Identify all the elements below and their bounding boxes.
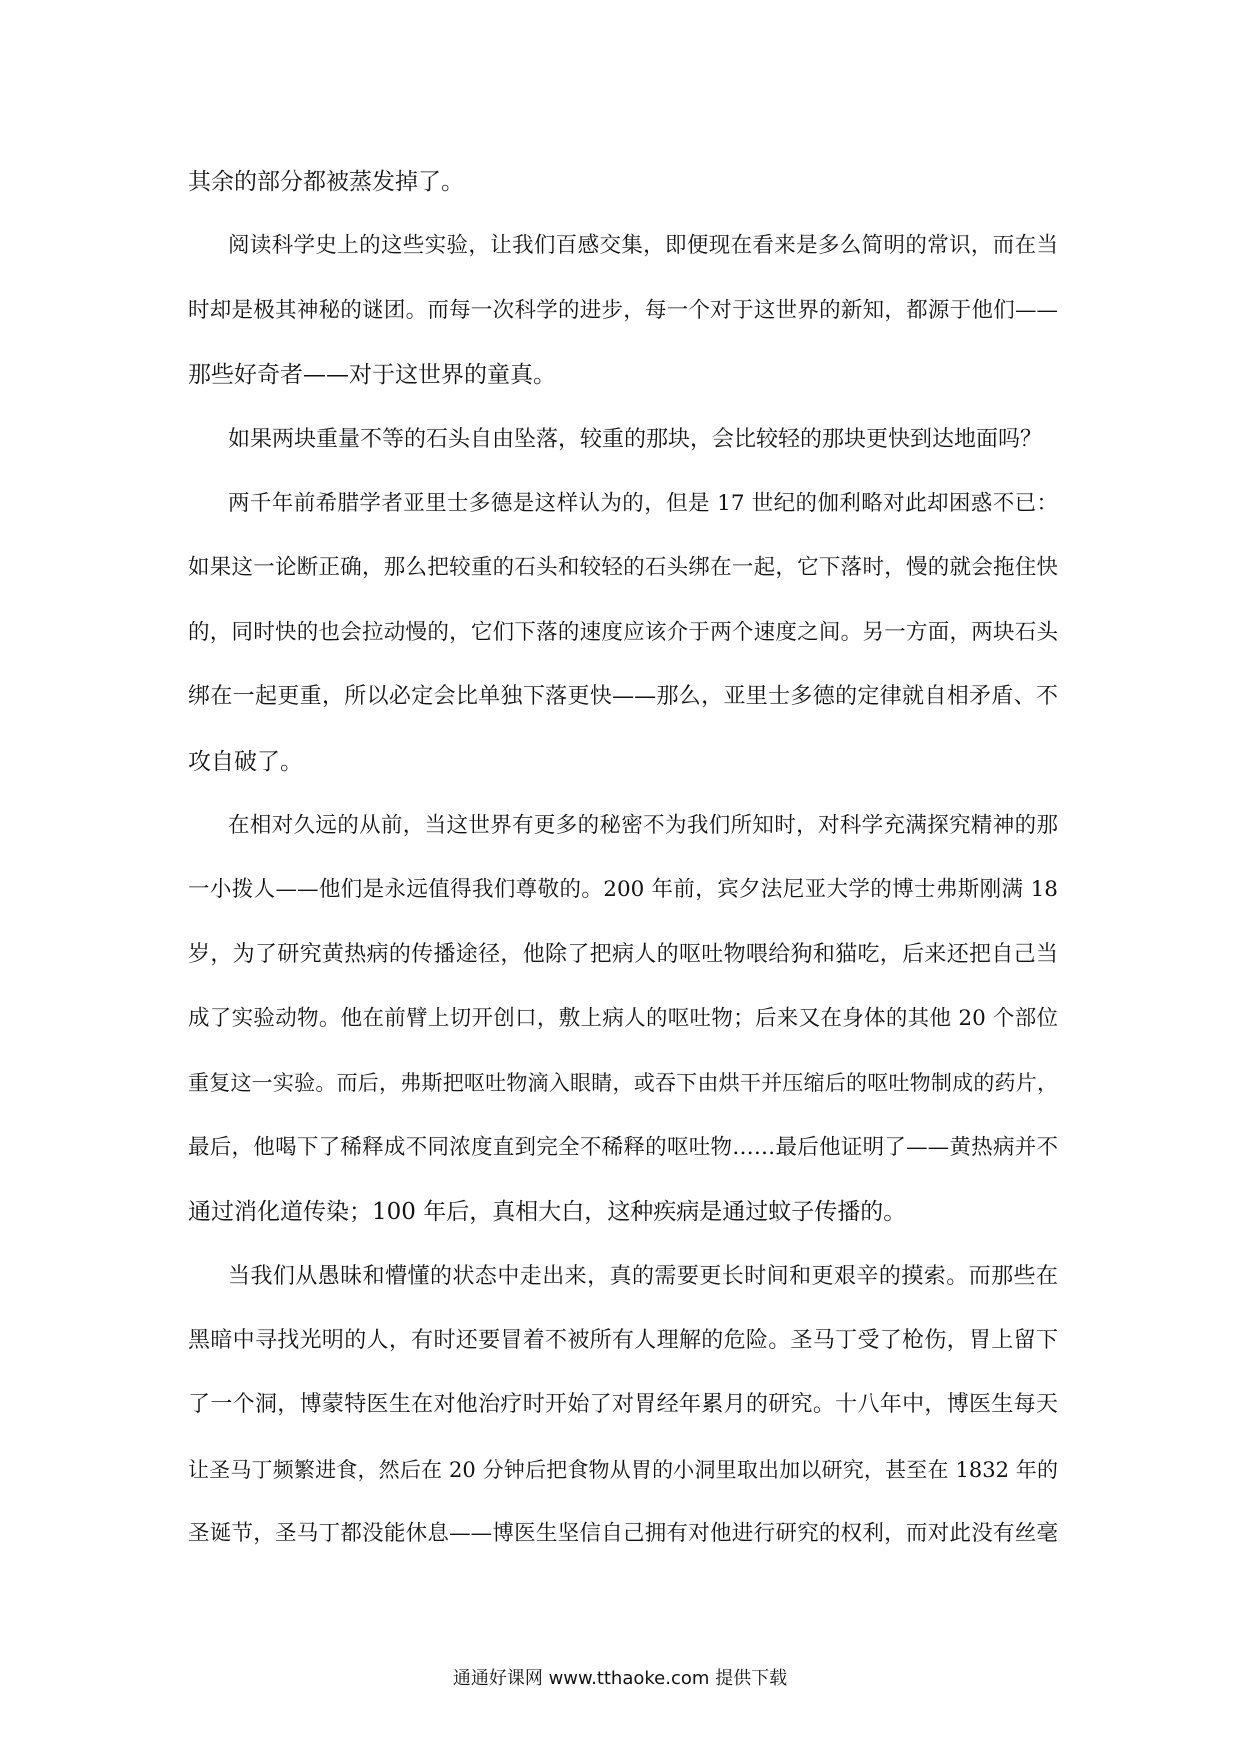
document-body [188, 162, 1058, 1579]
text-line: 阅读科学史上的这些实验，让我们百感交集，即便现在看来是多么简明的常识，而在当 [228, 233, 1058, 259]
text-line: 当我们从愚昧和懵懂的状态中走出来，真的需要更长时间和更艰辛的摸索。而那些在 [228, 1263, 1058, 1289]
text-line: 其余的部分都被蒸发掉了。 [188, 169, 464, 195]
text-line: 最后，他喝下了稀释成不同浓度直到完全不稀释的呕吐物……最后他证明了——黄热病并不 [188, 1134, 1058, 1160]
text-line: 重复这一实验。而后，弗斯把呕吐物滴入眼睛，或吞下由烘干并压缩后的呕吐物制成的药片， [188, 1071, 1058, 1096]
text-line: 了一个洞，博蒙特医生在对他治疗时开始了对胃经年累月的研究。十八年中，博医生每天 [188, 1392, 1058, 1418]
text-line: 通过消化道传染；100 年后，真相大白，这种疾病是通过蚊子传播的。 [188, 1199, 907, 1226]
text-line: 如果这一论断正确，那么把较重的石头和较轻的石头绑在一起，它下落时，慢的就会拖住快 [188, 555, 1058, 581]
text-line: 成了实验动物。他在前臂上切开创口，敷上病人的呕吐物；后来又在身体的其他 20 个部位 [188, 1006, 1058, 1032]
text-line: 如果两块重量不等的石头自由坠落，较重的那块，会比较轻的那块更快到达地面吗？ [228, 426, 1043, 452]
text-line: 绑在一起更重，所以必定会比单独下落更快——那么，亚里士多德的定律就自相矛盾、不 [188, 684, 1058, 710]
text-line: 黑暗中寻找光明的人，有时还要冒着不被所有人理解的危险。圣马丁受了枪伤，胃上留下 [188, 1328, 1058, 1354]
text-line: 攻自破了。 [188, 748, 303, 775]
text-line: 时却是极其神秘的谜团。而每一次科学的进步，每一个对于这世界的新知，都源于他们—— [188, 297, 1058, 323]
text-line: 圣诞节，圣马丁都没能休息——博医生坚信自己拥有对他进行研究的权利，而对此没有丝毫 [188, 1521, 1058, 1547]
text-line: 让圣马丁频繁进食，然后在 20 分钟后把食物从胃的小洞里取出加以研究，甚至在 1832 年的 [188, 1457, 1058, 1482]
text-line: 那些好奇者——对于这世界的童真。 [188, 362, 556, 389]
text-line: 一小拨人——他们是永远值得我们尊敬的。200 年前，宾夕法尼亚大学的博士弗斯刚满 18 [188, 877, 1058, 903]
text-line: 在相对久远的从前，当这世界有更多的秘密不为我们所知时，对科学充满探究精神的那 [228, 812, 1058, 838]
text-line: 岁，为了研究黄热病的传播途径，他除了把病人的呕吐物喂给狗和猫吃，后来还把自己当 [188, 941, 1058, 967]
text-line: 两千年前希腊学者亚里士多德是这样认为的，但是 17 世纪的伽利略对此却困惑不已： [228, 490, 1058, 516]
text-line: 的，同时快的也会拉动慢的，它们下落的速度应该介于两个速度之间。另一方面，两块石头 [188, 619, 1058, 645]
page-footer: 通通好课网 www.tthaoke.com 提供下载 [452, 1668, 788, 1689]
